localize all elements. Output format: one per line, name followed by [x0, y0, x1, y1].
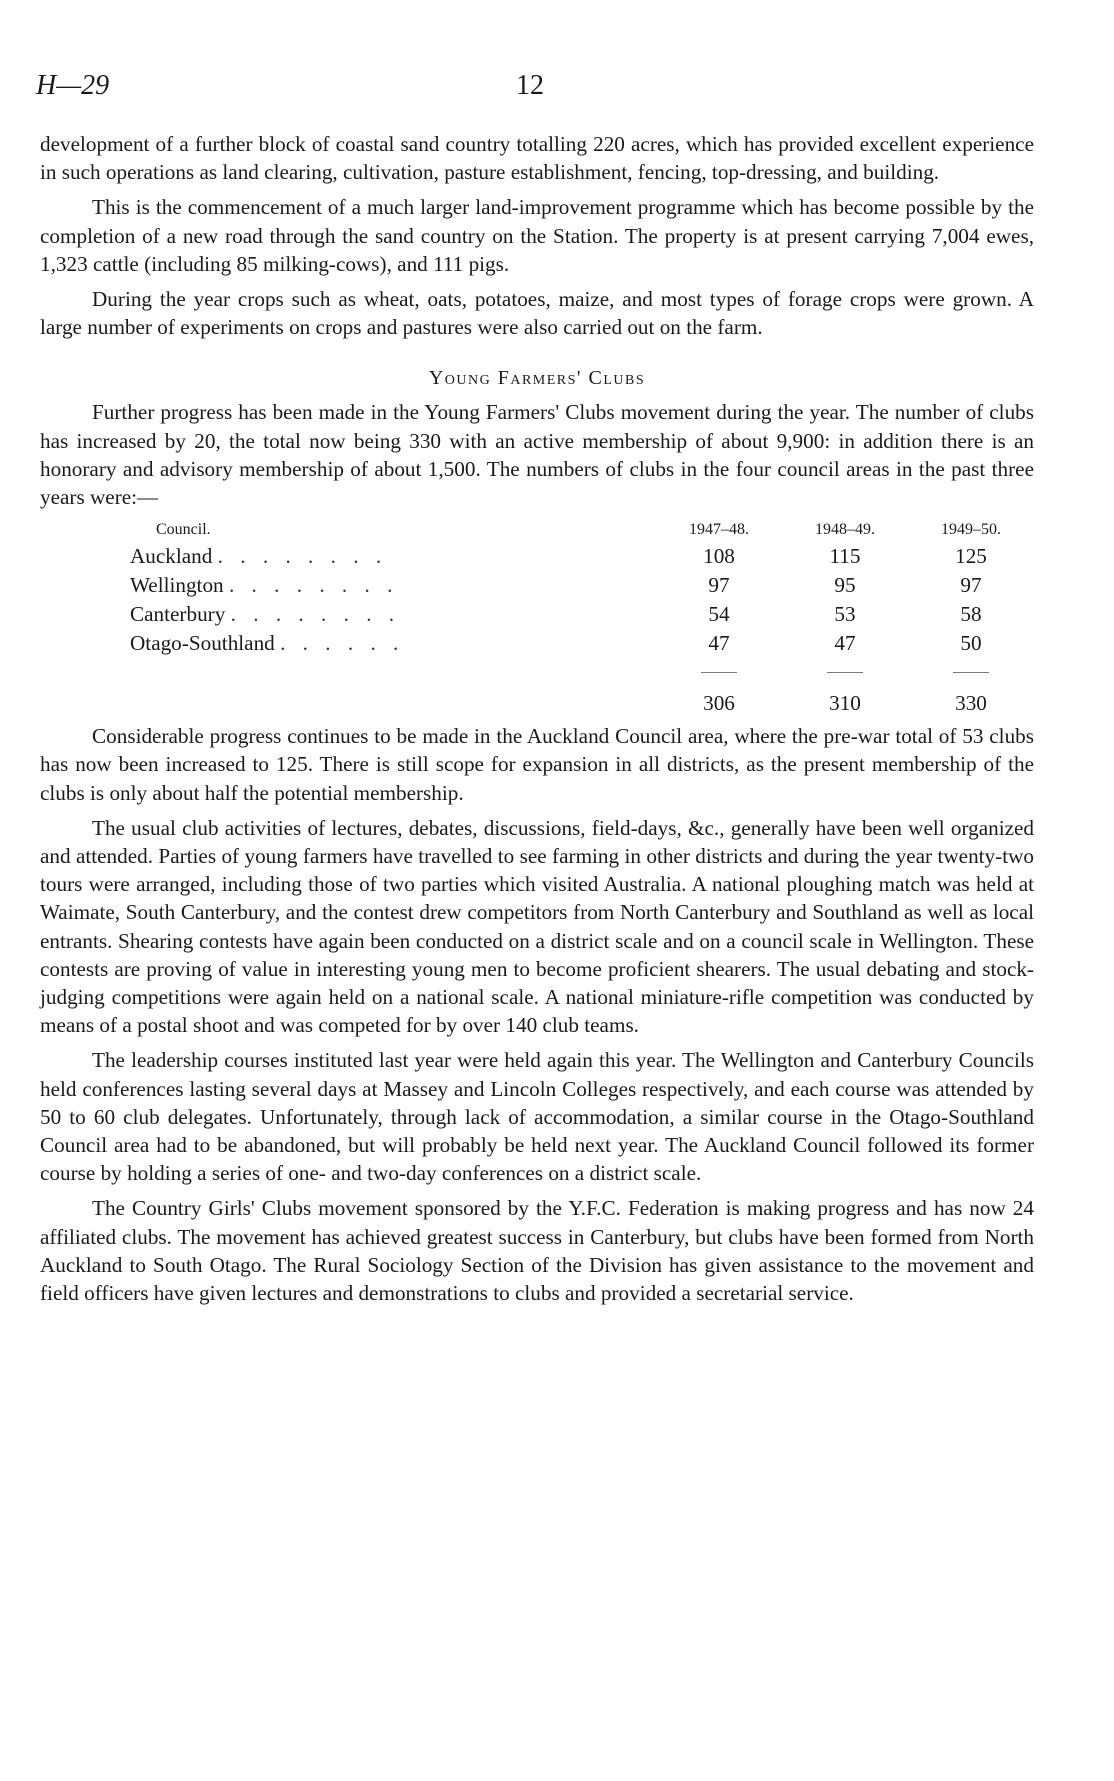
total-cell: 310	[829, 691, 861, 716]
table-cell: 47	[834, 631, 856, 656]
table-cell: 108	[703, 544, 735, 569]
council-name: Otago-Southland	[130, 631, 275, 656]
leader-dots: . . . . . . . .	[217, 544, 388, 569]
page-header	[36, 70, 1036, 110]
table-header-cell: Council.	[156, 521, 211, 539]
table-header-cell: 1948–49.	[815, 521, 875, 539]
paragraph: This is the commencement of a much larger land-improvement programme which has become possible by the completion of a new road through the sand country on the Station. The property is at present carrying 7,004 ewes, 1,323 cattle (including 85 milking-cows), and 111 pigs.	[40, 195, 1034, 276]
paragraph: The Country Girls' Clubs movement sponsored by the Y.F.C. Federation is making progress and has now 24 affiliated clubs. The movement has achieved greatest success in Canterbury, but clubs have been formed from North Auckland to South Otago. The Rural Sociology Section of the Division has given assistance to the movement and field officers have given lectures and demonstrations to clubs and provided a secretarial service.	[40, 1196, 1034, 1306]
clubs-table	[130, 518, 1034, 716]
council-name: Wellington	[130, 573, 224, 598]
paragraph: The leadership courses instituted last year were held again this year. The Wellington and Canterbury Councils held conferences lasting several days at Massey and Lincoln Colleges respectively, and each course was attended by 50 to 60 club delegates. Unfortunately, through lack of accommodation, a similar course in the Otago-Southland Council area had to be abandoned, but will probably be held next year. The Auckland Council followed its former course by holding a series of one- and two-day conferences on a district scale.	[40, 1048, 1034, 1186]
paragraph: During the year crops such as wheat, oats, potatoes, maize, and most types of forage crops were grown. A large number of experiments on crops and pastures were also carried out on the farm.	[40, 287, 1034, 340]
table-cell: 58	[960, 602, 982, 627]
table-cell: 54	[708, 602, 730, 627]
table-cell: 95	[834, 573, 856, 598]
section-heading: Young Farmers' Clubs	[428, 367, 646, 390]
paragraph-continuation: development of a further block of coastal sand country totalling 220 acres, which has provided excellent experience in such operations as land clearing, cultivation, pasture establishment, fencing, top-dressing, and building.	[40, 132, 1034, 185]
council-name: Canterbury	[130, 602, 226, 627]
table-row	[130, 629, 1034, 658]
total-rule-row	[130, 658, 1034, 687]
total-cell: 330	[955, 691, 987, 716]
intro-paragraph: Further progress has been made in the Young Farmers' Clubs movement during the year. The number of clubs has increased by 20, the total now being 330 with an active membership of about 9,900: in addition there is an honorary and advisory membership of about 1,500. The numbers of clubs in the four council areas in the past three years were:—	[40, 400, 1034, 510]
table-row	[130, 600, 1034, 629]
paragraph: The usual club activities of lectures, debates, discussions, field-days, &c., generally have been well organized and attended. Parties of young farmers have travelled to see farming in other districts and during the year twenty-two tours were arranged, including those of two parties which visited Australia. A national ploughing match was held at Waimate, South Canterbury, and the contest drew competitors from North Canterbury and Southland as well as local entrants. Shearing contests have again been conducted on a district scale and on a council scale in Wellington. These contests are proving of value in interesting young men to become proficient shearers. The usual debating and stock-judging competitions were again held on a national scale. A national miniature-rifle competition was conducted by means of a postal shoot and was competed for by over 140 club teams.	[40, 815, 1034, 1038]
table-cell: 115	[829, 544, 861, 569]
leader-dots: . . . . . . . .	[230, 602, 401, 627]
table-row	[130, 571, 1034, 600]
total-rule	[827, 672, 863, 673]
page-body	[40, 130, 1034, 1314]
leader-dots: . . . . . . . .	[228, 573, 399, 598]
table-cell: 50	[960, 631, 982, 656]
table-total-row	[130, 687, 1034, 716]
table-cell: 47	[708, 631, 730, 656]
table-header-cell: 1949–50.	[941, 521, 1001, 539]
page-number: 12	[516, 70, 544, 101]
table-header-row	[130, 518, 1034, 542]
table-cell: 97	[960, 573, 982, 598]
council-name: Auckland	[130, 544, 213, 569]
document-reference: H—29	[36, 70, 110, 101]
table-row	[130, 542, 1034, 571]
table-cell: 53	[834, 602, 856, 627]
total-rule	[701, 672, 737, 673]
leader-dots: . . . . . .	[280, 631, 405, 656]
total-cell: 306	[703, 691, 735, 716]
table-cell: 97	[708, 573, 730, 598]
table-cell: 125	[955, 544, 987, 569]
table-header-cell: 1947–48.	[689, 521, 749, 539]
paragraph: Considerable progress continues to be made in the Auckland Council area, where the pre-war total of 53 clubs has now been increased to 125. There is still scope for expansion in all districts, as the present membership of the clubs is only about half the potential membership.	[40, 724, 1034, 805]
total-rule	[953, 672, 989, 673]
